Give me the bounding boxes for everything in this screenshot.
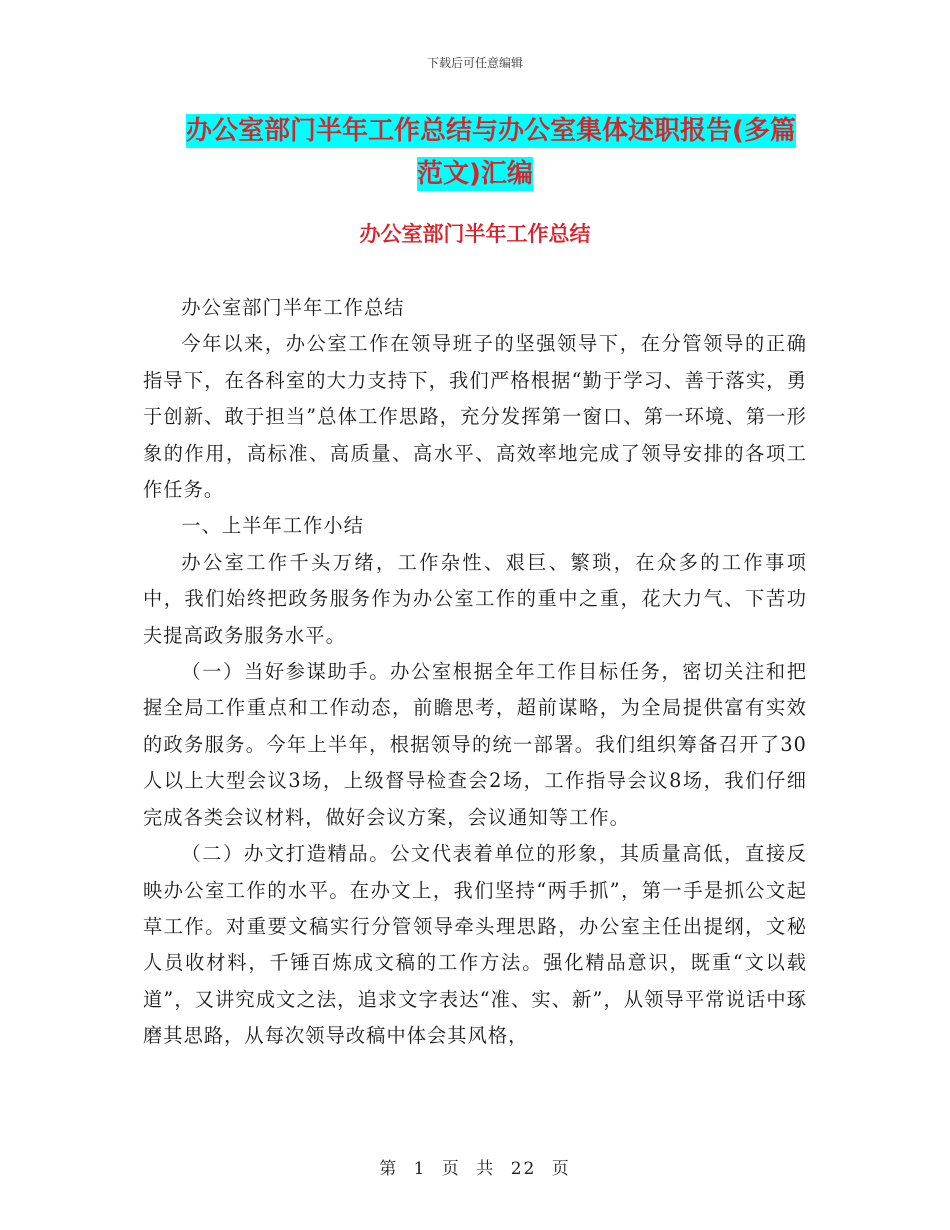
- paragraph: 今年以来，办公室工作在领导班子的坚强领导下，在分管领导的正确指导下，在各科室的大力支持下，我们严格根据“勤于学习、善于落实，勇于创新、敢于担当”总体工作思路，充分发挥第一窗口、第一环境、第一形象的作用，高标准、高质量、高水平、高效率地完成了领导安排的各项工作任务。: [143, 332, 807, 502]
- footer-prefix: 第: [379, 1159, 399, 1179]
- footer-page-word: 页: [441, 1159, 461, 1179]
- footer-total-word: 共: [476, 1159, 496, 1179]
- document-body: [143, 290, 807, 1055]
- total-pages-number: 22: [510, 1159, 537, 1179]
- paragraph: 办公室工作千头万绪，工作杂性、艰巨、繁琐，在众多的工作事项中，我们始终把政务服务作为办公室工作的重中之重，花大力气、下苦功夫提高政务服务水平。: [143, 550, 807, 647]
- paragraph: 办公室部门半年工作总结: [181, 296, 405, 319]
- document-title-line2: [0, 146, 950, 202]
- paragraph: 一、上半年工作小结: [181, 514, 364, 538]
- paragraph: （二）办文打造精品。公文代表着单位的形象，其质量高低，直接反映办公室工作的水平。在办文上，我们坚持“两手抓”，第一手是抓公文起草工作。对重要文稿实行分管领导牵头理思路，办公室主任出提纲，文秘人员收材料，千锤百炼成文稿的工作方法。强化精品意识，既重“文以载道”，又讲究成文之法，追求文字表达“准、实、新”，从领导平常说话中琢磨其思路，从每次领导改稿中体会其风格，: [143, 842, 807, 1048]
- current-page-number: 1: [413, 1159, 427, 1179]
- title-highlight: 范文)汇编: [417, 159, 533, 189]
- header-note: 下载后可任意编辑: [426, 56, 523, 70]
- section-title: 办公室部门半年工作总结: [359, 222, 591, 246]
- page-footer: [0, 1154, 950, 1179]
- title-highlight: 办公室部门半年工作总结与办公室集体述职报告(多篇: [186, 116, 796, 146]
- footer-suffix: 页: [551, 1159, 571, 1179]
- paragraph: （一）当好参谋助手。办公室根据全年工作目标任务，密切关注和把握全局工作重点和工作动态，前瞻思考，超前谋略，为全局提供富有实效的政务服务。今年上半年，根据领导的统一部署。我们组织筹备召开了30人以上大型会议3场，上级督导检查会2场，工作指导会议8场，我们仔细完成各类会议材料，做好会议方案，会议通知等工作。: [143, 660, 807, 829]
